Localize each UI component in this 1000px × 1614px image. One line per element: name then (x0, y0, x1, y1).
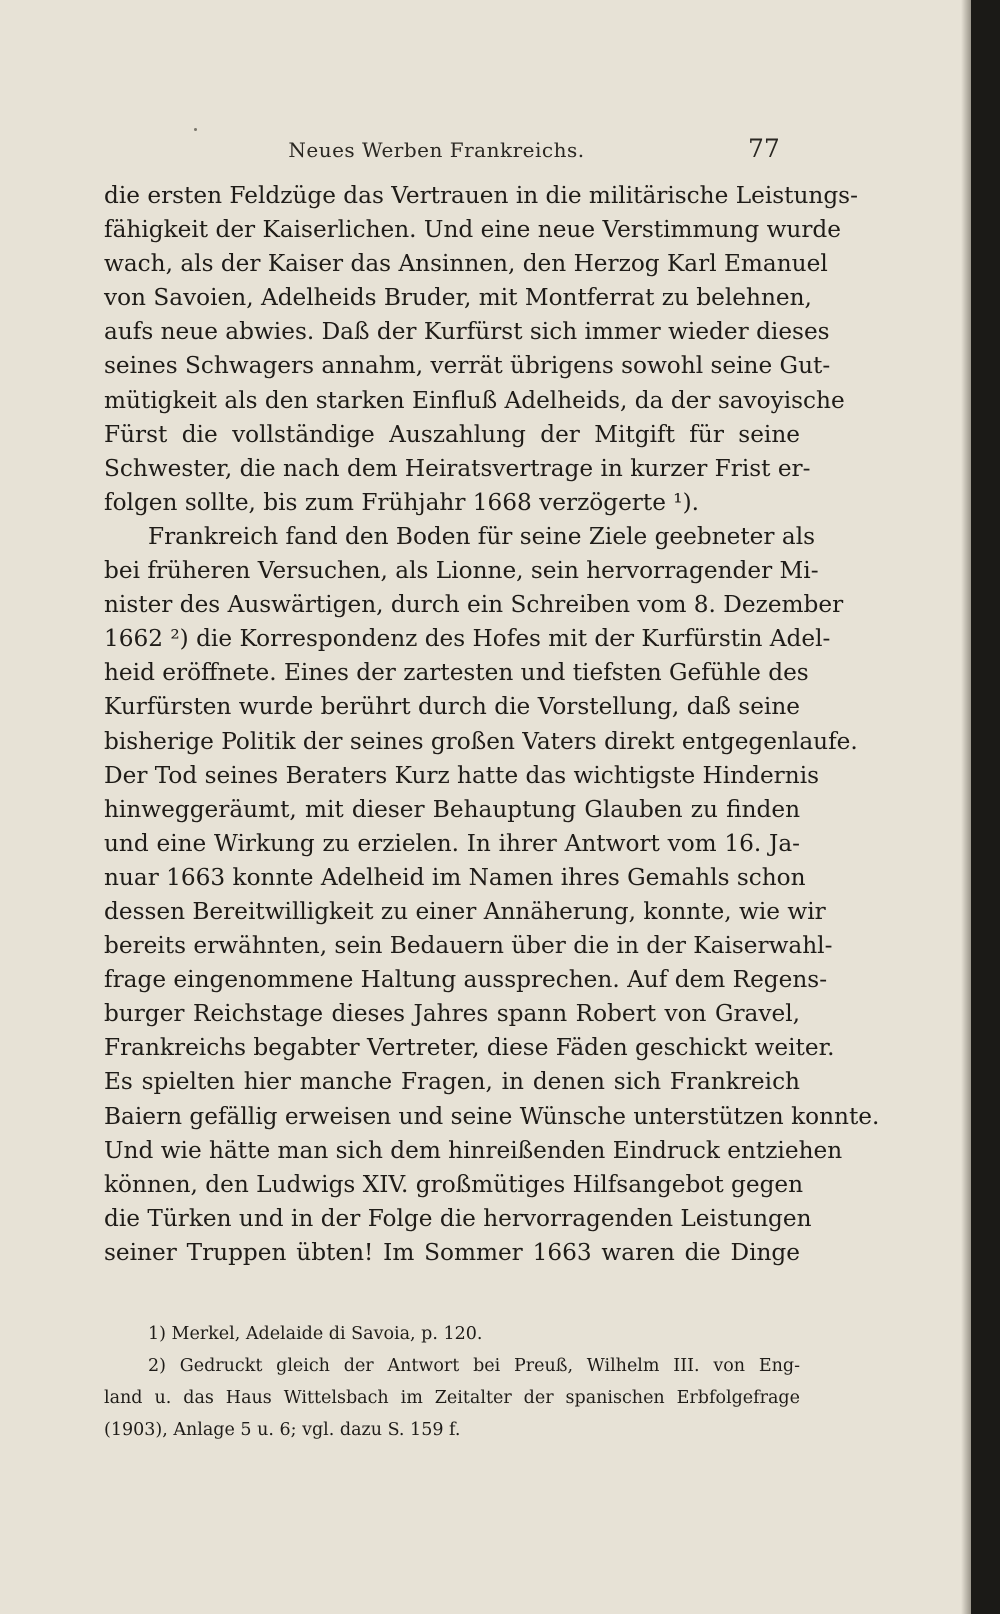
text-line: hinweggeräumt, mit dieser Behauptung Glauben zu finden (104, 795, 800, 823)
text-line: mütigkeit als den starken Einfluß Adelheids, da der savoyische (104, 386, 845, 414)
text-line: bei früheren Versuchen, als Lionne, sein hervorragender Mi- (104, 557, 819, 585)
text-line: heid eröffnete. Eines der zartesten und tiefsten Gefühle des (104, 659, 809, 687)
text-line: und eine Wirkung zu erzielen. In ihrer Antwort vom 16. Ja- (104, 829, 800, 857)
text-line: 1662 ²) die Korrespondenz des Hofes mit der Kurfürstin Adel- (104, 625, 831, 653)
text-line: folgen sollte, bis zum Frühjahr 1668 verzögerte ¹). (104, 488, 700, 516)
text-line: bisherige Politik der seines großen Vaters direkt entgegenlaufe. (104, 727, 858, 755)
text-line: Frankreich fand den Boden für seine Ziele geebneter als (148, 522, 816, 550)
text-line: seiner Truppen übten! Im Sommer 1663 waren die Dinge (104, 1238, 800, 1266)
text-line: Kurfürsten wurde berührt durch die Vorstellung, daß seine (104, 693, 800, 721)
text-line: Frankreichs begabter Vertreter, diese Fäden geschickt weiter. (104, 1034, 835, 1062)
text-line: Und wie hätte man sich dem hinreißenden Eindruck entziehen (104, 1136, 843, 1164)
footnotes (104, 1318, 800, 1446)
text-line: Es spielten hier manche Fragen, in denen sich Frankreich (104, 1068, 800, 1096)
text-line: Der Tod seines Beraters Kurz hatte das wichtigste Hindernis (104, 761, 820, 789)
text-line: frage eingenommene Haltung aussprechen. Auf dem Regens- (104, 966, 828, 994)
text-line: nister des Auswärtigen, durch ein Schreiben vom 8. Dezember (104, 591, 844, 619)
running-header-title: Neues Werben Frankreichs. (288, 138, 585, 162)
text-line: seines Schwagers annahm, verrät übrigens sowohl seine Gut- (104, 352, 831, 380)
text-line: Baiern gefällig erweisen und seine Wünsche unterstützen konnte. (104, 1102, 880, 1130)
page-edge-shadow (961, 0, 971, 1614)
paper-speck (194, 128, 197, 131)
text-line: fähigkeit der Kaiserlichen. Und eine neue Verstimmung wurde (104, 216, 841, 244)
text-line: Schwester, die nach dem Heiratsvertrage in kurzer Frist er- (104, 454, 811, 482)
footnote-line: (1903), Anlage 5 u. 6; vgl. dazu S. 159 f. (104, 1420, 461, 1440)
text-line: von Savoien, Adelheids Bruder, mit Montferrat zu belehnen, (104, 284, 812, 312)
text-line: Fürst die vollständige Auszahlung der Mitgift für seine (104, 420, 800, 448)
text-line: die ersten Feldzüge das Vertrauen in die militärische Leistungs- (104, 182, 858, 209)
text-line: burger Reichstage dieses Jahres spann Robert von Gravel, (104, 1000, 800, 1028)
text-line: bereits erwähnten, sein Bedauern über die in der Kaiserwahl- (104, 932, 833, 960)
text-line: die Türken und in der Folge die hervorragenden Leistungen (104, 1204, 812, 1232)
text-line: aufs neue abwies. Daß der Kurfürst sich immer wieder dieses (104, 318, 830, 346)
text-line: dessen Bereitwilligkeit zu einer Annäherung, konnte, wie wir (104, 897, 826, 925)
page-number: 77 (748, 134, 780, 163)
body-text (104, 179, 880, 1270)
footnote-line: land u. das Haus Wittelsbach im Zeitalter der spanischen Erbfolgefrage (104, 1388, 800, 1408)
footnote-line: 1) Merkel, Adelaide di Savoia, p. 120. (148, 1324, 483, 1344)
text-line: können, den Ludwigs XIV. großmütiges Hilfsangebot gegen (104, 1170, 804, 1198)
text-line: wach, als der Kaiser das Ansinnen, den Herzog Karl Emanuel (104, 250, 828, 278)
footnote-line: 2) Gedruckt gleich der Antwort bei Preuß, Wilhelm III. von Eng- (148, 1356, 800, 1376)
text-line: nuar 1663 konnte Adelheid im Namen ihres Gemahls schon (104, 863, 806, 891)
